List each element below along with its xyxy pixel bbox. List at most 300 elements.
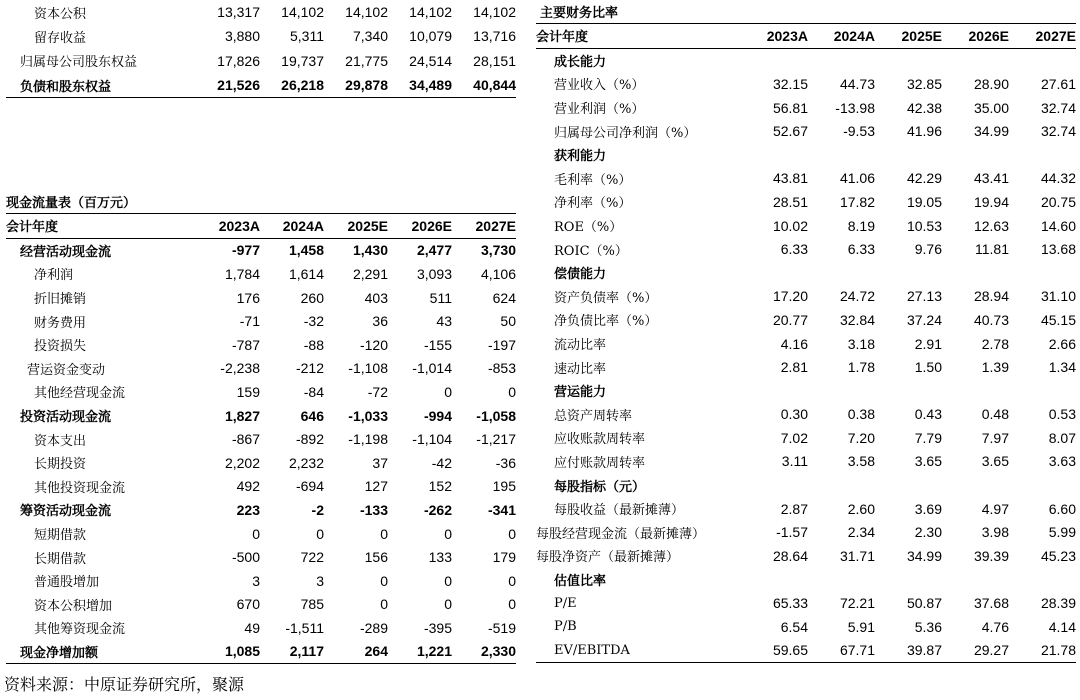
row-value [1009, 48, 1076, 72]
row-value: 260 [300, 289, 324, 306]
row-value: 34.99 [906, 547, 942, 564]
row-value: 4.16 [780, 335, 808, 352]
row-value: 4,106 [480, 265, 516, 282]
row-value: 24,514 [409, 52, 452, 69]
row-value: 10.53 [906, 217, 942, 234]
row-label: 留存收益 [34, 30, 87, 46]
row-value: 2.81 [780, 359, 808, 376]
row-value [808, 143, 875, 167]
table-row [6, 640, 516, 664]
table-row [6, 545, 516, 569]
row-value: 2,477 [416, 242, 452, 259]
row-value: 59.65 [741, 638, 808, 662]
row-value: 29.27 [942, 638, 1009, 662]
cash-flow-title: 现金流量表（百万元） [6, 196, 137, 211]
row-value [942, 379, 1009, 403]
balance-sheet-tail [6, 0, 516, 98]
ratios-header-label: 会计年度 [536, 24, 741, 49]
ratios-year-2023: 2023A [741, 24, 808, 49]
row-label: 每股指标（元） [554, 479, 646, 495]
row-value: 43.41 [973, 170, 1009, 187]
table-row [6, 262, 516, 286]
row-value: 3.65 [981, 453, 1009, 470]
row-value: 176 [236, 289, 260, 306]
row-value: 3 [316, 572, 324, 589]
table-row [536, 48, 1076, 72]
row-value: 264 [324, 640, 388, 664]
row-value: 6.60 [1048, 500, 1076, 517]
cash-flow-year-2027: 2027E [452, 214, 516, 239]
row-label: P/E [554, 595, 577, 611]
row-label: 资产负债率（%） [554, 290, 658, 306]
row-value: 785 [300, 596, 324, 613]
row-value: -867 [231, 431, 260, 448]
row-value: 3.69 [914, 500, 942, 517]
row-value: 14,102 [473, 4, 516, 21]
row-value: 1,458 [288, 242, 324, 259]
table-row [536, 520, 1076, 544]
table-row [536, 119, 1076, 143]
row-value: 1.50 [914, 359, 942, 376]
row-value: -787 [231, 336, 260, 353]
ratios-header-row [536, 24, 1076, 49]
row-value [808, 473, 875, 497]
row-value: -72 [367, 383, 388, 400]
table-row [536, 638, 1076, 662]
row-value: 2.34 [847, 524, 875, 541]
row-value [875, 379, 942, 403]
row-value [1009, 568, 1076, 592]
table-row [536, 308, 1076, 332]
row-value: 2,291 [352, 265, 388, 282]
row-value: -133 [359, 501, 388, 518]
row-value: -289 [359, 619, 388, 636]
cash-flow-rows [6, 238, 516, 664]
row-label: P/B [554, 619, 577, 635]
row-value: 10,079 [409, 28, 452, 45]
row-value: 72.21 [839, 595, 875, 612]
table-row [6, 427, 516, 451]
row-value: 2.60 [847, 500, 875, 517]
row-value: 9.76 [914, 241, 942, 258]
row-value: 2,202 [224, 454, 260, 471]
row-value: 5.91 [847, 618, 875, 635]
table-row [536, 403, 1076, 427]
row-value: 0.48 [981, 406, 1009, 423]
row-value: 14,102 [345, 4, 388, 21]
table-row [6, 593, 516, 617]
row-value: 28.94 [973, 288, 1009, 305]
row-label: 营业收入（%） [554, 78, 645, 94]
row-value: -197 [487, 336, 516, 353]
row-value: 34,489 [388, 73, 452, 98]
table-row [536, 96, 1076, 120]
row-label: 经营活动现金流 [20, 244, 112, 260]
ratios-table [536, 23, 1076, 663]
row-value: 0.43 [914, 406, 942, 423]
row-value: 3.18 [847, 335, 875, 352]
row-value [875, 48, 942, 72]
row-value: 39.39 [973, 547, 1009, 564]
table-row [536, 285, 1076, 309]
row-value: 6.54 [780, 618, 808, 635]
row-value [1009, 473, 1076, 497]
row-value: 10.02 [772, 217, 808, 234]
row-value: 6.33 [780, 241, 808, 258]
row-value: 37.24 [906, 311, 942, 328]
row-value: 1,221 [388, 640, 452, 664]
row-value [875, 143, 942, 167]
row-value: 14.60 [1040, 217, 1076, 234]
row-value: -36 [495, 454, 516, 471]
row-label: 其他投资现金流 [34, 480, 126, 496]
row-value: 28.64 [772, 547, 808, 564]
row-label: 普通股增加 [34, 575, 100, 591]
row-value: 7.20 [847, 429, 875, 446]
row-value: -1,511 [285, 619, 324, 636]
row-value: 43 [436, 313, 452, 330]
row-value: 2.91 [914, 335, 942, 352]
table-row [6, 0, 516, 24]
ratios-year-2026: 2026E [942, 24, 1009, 49]
row-value: 8.07 [1048, 429, 1076, 446]
table-row [536, 167, 1076, 191]
row-value [875, 261, 942, 285]
row-value: 19.94 [973, 193, 1009, 210]
ratios-year-2024: 2024A [808, 24, 875, 49]
row-value: 1.34 [1048, 359, 1076, 376]
row-value: 5.36 [914, 618, 942, 635]
row-value: 41.96 [906, 123, 942, 140]
financial-ratios [536, 23, 1076, 663]
row-value: 29,878 [324, 73, 388, 98]
source-note: 资料来源：中原证券研究所，聚源 [4, 675, 245, 694]
row-value: 19,737 [281, 52, 324, 69]
row-label: 资本公积增加 [34, 598, 113, 614]
row-label: 其他经营现金流 [34, 386, 126, 402]
row-label: EV/EBITDA [536, 638, 741, 662]
row-value: 19.05 [906, 193, 942, 210]
table-row [536, 214, 1076, 238]
row-value: -994 [423, 407, 452, 424]
row-value: 3,093 [416, 265, 452, 282]
row-value: -42 [431, 454, 452, 471]
row-value: 670 [236, 596, 260, 613]
row-value: 43.81 [772, 170, 808, 187]
table-row [536, 72, 1076, 96]
row-value: -500 [231, 549, 260, 566]
row-label: 净负债比率（%） [554, 314, 658, 330]
row-value: 11.81 [975, 241, 1009, 258]
row-value: 39.87 [875, 638, 942, 662]
row-value: 50.87 [906, 595, 942, 612]
row-value: 5.99 [1048, 524, 1076, 541]
row-value: 32.74 [1040, 123, 1076, 140]
row-label: 流动比率 [554, 338, 607, 354]
row-value: -2 [311, 501, 324, 518]
row-label: 应付账款周转率 [554, 455, 646, 471]
row-value: 3.11 [781, 453, 808, 470]
ratios-year-2025: 2025E [875, 24, 942, 49]
ratios-title: 主要财务比率 [540, 6, 619, 21]
row-value: 27.61 [1040, 75, 1076, 92]
row-value: 40.73 [973, 311, 1009, 328]
cash-flow-year-2023: 2023A [196, 214, 260, 239]
row-value [942, 568, 1009, 592]
table-row [6, 333, 516, 357]
row-value [808, 48, 875, 72]
row-value: 32.85 [906, 75, 942, 92]
row-value: 1,430 [352, 242, 388, 259]
row-value: 4.97 [981, 500, 1009, 517]
row-value: 7,340 [352, 28, 388, 45]
row-label: ROIC（%） [554, 243, 628, 259]
row-value: -694 [295, 478, 324, 495]
table-row [536, 261, 1076, 285]
table-row [536, 143, 1076, 167]
row-value: 152 [428, 478, 452, 495]
row-value: -32 [303, 313, 324, 330]
table-row [536, 355, 1076, 379]
row-value: -2,238 [220, 360, 260, 377]
row-value: 511 [429, 289, 452, 306]
row-value: -1,033 [348, 407, 388, 424]
row-value: 44.73 [839, 75, 875, 92]
row-value: 31.10 [1040, 288, 1076, 305]
row-value: 0 [380, 596, 388, 613]
row-value: 3,730 [480, 242, 516, 259]
row-value: 42.38 [906, 99, 942, 116]
row-label: 投资活动现金流 [20, 410, 112, 426]
table-row [536, 473, 1076, 497]
row-value: 21,526 [196, 73, 260, 98]
row-value: 35.00 [973, 99, 1009, 116]
row-value: 13,317 [217, 4, 260, 21]
row-value: 37 [372, 454, 388, 471]
table-row [6, 49, 516, 73]
row-value: 2,232 [288, 454, 324, 471]
row-label: 资本公积 [34, 6, 87, 22]
row-label: 毛利率（%） [554, 172, 632, 188]
row-value: -341 [487, 501, 516, 518]
row-value: 1,614 [288, 265, 324, 282]
row-value [875, 473, 942, 497]
row-value: 34.99 [973, 123, 1009, 140]
cash-flow-year-2026: 2026E [388, 214, 452, 239]
row-value: -1,108 [348, 360, 388, 377]
row-value: 0.38 [847, 406, 875, 423]
row-value: -120 [359, 336, 388, 353]
row-value: 0 [380, 572, 388, 589]
row-value: 3.65 [914, 453, 942, 470]
row-value [1009, 143, 1076, 167]
row-label: 净利率（%） [554, 196, 632, 212]
row-value: 7.97 [981, 429, 1009, 446]
row-value: 50 [500, 313, 516, 330]
row-label: 营运能力 [554, 385, 607, 401]
row-value [741, 379, 808, 403]
table-row [536, 190, 1076, 214]
row-value: 0 [508, 596, 516, 613]
row-value: 20.77 [772, 311, 808, 328]
row-label: 折旧摊销 [34, 292, 87, 308]
row-value: 722 [300, 549, 324, 566]
table-row [6, 616, 516, 640]
row-value: 67.71 [808, 638, 875, 662]
row-value: 1,827 [224, 407, 260, 424]
table-row [6, 73, 516, 98]
row-value: 45.15 [1040, 311, 1076, 328]
row-value: 21,775 [345, 52, 388, 69]
row-value: 26,218 [260, 73, 324, 98]
row-label: 营运资金变动 [27, 362, 106, 378]
row-value: 3.98 [981, 524, 1009, 541]
cash-flow-year-2025: 2025E [324, 214, 388, 239]
row-label: 其他筹资现金流 [34, 622, 126, 638]
row-value: -9.53 [843, 123, 875, 140]
row-value: 0 [252, 525, 260, 542]
row-value: 40,844 [452, 73, 516, 98]
row-value [808, 261, 875, 285]
row-value: 7.02 [780, 429, 808, 446]
row-value: 32.74 [1040, 99, 1076, 116]
row-label: 每股收益（最新摊薄） [554, 503, 685, 519]
row-value: 0 [380, 525, 388, 542]
row-value: 17,826 [217, 52, 260, 69]
row-value: 21.78 [1009, 638, 1076, 662]
row-value: 0 [444, 525, 452, 542]
ratios-rows [536, 48, 1076, 662]
row-value: -84 [303, 383, 324, 400]
table-row [6, 451, 516, 475]
row-value: 156 [364, 549, 388, 566]
row-value: -1,217 [476, 431, 516, 448]
table-row [6, 238, 516, 262]
row-value: 4.76 [981, 618, 1009, 635]
row-value: 223 [236, 501, 260, 518]
row-value: 403 [364, 289, 388, 306]
row-label: 长期投资 [34, 457, 87, 473]
row-value: 36 [372, 313, 388, 330]
cash-flow-header-label: 会计年度 [6, 214, 196, 239]
cash-flow-year-2024: 2024A [260, 214, 324, 239]
row-value: 13.68 [1040, 241, 1076, 258]
row-value: 1,784 [224, 265, 260, 282]
row-value: 20.75 [1040, 193, 1076, 210]
row-value: -977 [231, 242, 260, 259]
row-value: -519 [487, 619, 516, 636]
row-value: 5,311 [290, 28, 324, 45]
row-value: -88 [303, 336, 324, 353]
row-value: 65.33 [772, 595, 808, 612]
row-value: -853 [487, 360, 516, 377]
row-value: 14,102 [409, 4, 452, 21]
row-label: 投资损失 [34, 339, 87, 355]
row-value: -1,058 [476, 407, 516, 424]
row-value [808, 379, 875, 403]
row-value: 0 [316, 525, 324, 542]
row-value: 2.78 [981, 335, 1009, 352]
row-value: 0 [508, 383, 516, 400]
row-value: 179 [492, 549, 516, 566]
row-label: 速动比率 [554, 361, 607, 377]
row-value: 28.51 [772, 193, 808, 210]
table-row [536, 591, 1076, 615]
row-label: 应收账款周转率 [554, 432, 646, 448]
row-label: 获利能力 [554, 149, 607, 165]
row-value: 2.87 [780, 500, 808, 517]
row-label: 总资产周转率 [554, 408, 633, 424]
row-label: 营业利润（%） [554, 102, 645, 118]
row-value [1009, 261, 1076, 285]
row-value [741, 473, 808, 497]
row-value: -1,198 [348, 431, 388, 448]
row-value: 45.23 [1040, 547, 1076, 564]
cash-flow-table [6, 213, 516, 664]
row-value: -395 [423, 619, 452, 636]
row-value: 624 [492, 289, 516, 306]
table-row [6, 286, 516, 310]
row-label: 偿债能力 [554, 267, 607, 283]
row-value: 28,151 [473, 52, 516, 69]
row-label: 成长能力 [554, 54, 607, 70]
ratios-year-2027: 2027E [1009, 24, 1076, 49]
row-value: 56.81 [772, 99, 808, 116]
row-label: 长期借款 [34, 551, 87, 567]
table-row [536, 332, 1076, 356]
row-label: 净利润 [34, 268, 74, 284]
table-row [6, 404, 516, 428]
table-row [6, 24, 516, 48]
row-value: 1.78 [847, 359, 875, 376]
row-value: 13,716 [473, 28, 516, 45]
row-value: 0.53 [1048, 406, 1076, 423]
row-value: 27.13 [906, 288, 942, 305]
row-value: 2,330 [452, 640, 516, 664]
table-row [536, 426, 1076, 450]
row-value: 3.58 [847, 453, 875, 470]
row-value: -1,104 [412, 431, 452, 448]
row-value [1009, 379, 1076, 403]
row-value: 133 [428, 549, 452, 566]
row-label: 资本支出 [34, 433, 87, 449]
row-value: 6.33 [847, 241, 875, 258]
row-value: 0 [444, 596, 452, 613]
row-value: -13.98 [835, 99, 875, 116]
row-value: 0 [444, 383, 452, 400]
table-row [536, 237, 1076, 261]
row-label: 负债和股东权益 [6, 73, 196, 98]
row-value: 2,117 [260, 640, 324, 664]
row-value [741, 568, 808, 592]
table-row [6, 309, 516, 333]
table-row [6, 569, 516, 593]
row-value: 41.06 [839, 170, 875, 187]
row-value: 0.30 [780, 406, 808, 423]
table-row [6, 498, 516, 522]
row-value: 49 [244, 619, 260, 636]
row-label: 估值比率 [554, 573, 607, 589]
row-value: 12.63 [973, 217, 1009, 234]
table-row [536, 615, 1076, 639]
row-value: 3.63 [1048, 453, 1076, 470]
row-label: 筹资活动现金流 [20, 504, 112, 520]
row-value: 195 [492, 478, 516, 495]
row-value [808, 568, 875, 592]
row-value: -892 [295, 431, 324, 448]
row-label: 短期借款 [34, 528, 87, 544]
cash-flow-header-row [6, 214, 516, 239]
